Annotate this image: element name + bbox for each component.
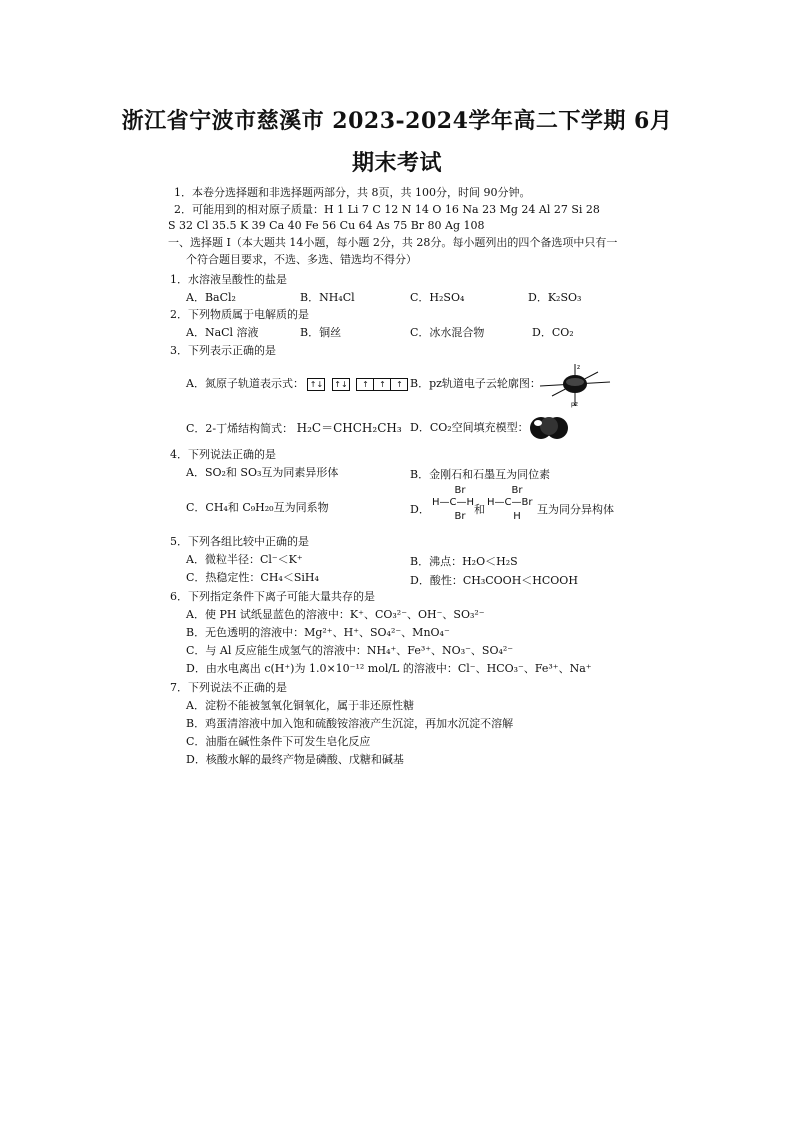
q1-option-a: A．BaCl₂ (186, 291, 236, 304)
struct1-top: Br (454, 485, 466, 496)
q2-option-a: A．NaCl 溶液 (186, 326, 259, 339)
orbital-2p-y: ↑ (374, 379, 391, 390)
q2-option-b: B．铜丝 (300, 326, 342, 339)
struct1-bottom: Br (454, 511, 466, 522)
q5-option-b: B．沸点：H₂O＜H₂S (410, 555, 518, 568)
page-title-line1: 浙江省宁波市慈溪市 2023-2024学年高二下学期 6月 (121, 108, 673, 134)
page-title-line2: 期末考试 (351, 150, 442, 176)
note-1: 1．本卷分选择题和非选择题两部分，共 8页，共 100分，时间 90分钟。 (174, 186, 531, 199)
section-heading-line1: 一、选择题 I（本大题共 14小题，每小题 2分，共 28分。每小题列出的四个备选项中只有一 (168, 236, 618, 249)
carbon-atom (540, 417, 558, 435)
q5-option-c: C．热稳定性：CH₄＜SiH₄ (186, 571, 319, 584)
pz-label: pz (571, 401, 578, 408)
q3-option-a (186, 377, 408, 391)
q6-stem: 6．下列指定条件下离子可能大量共存的是 (170, 590, 375, 603)
struct2-bottom: H (513, 511, 521, 522)
q6-option-c: C．与 Al 反应能生成氢气的溶液中：NH₄⁺、Fe³⁺、NO₃⁻、SO₄²⁻ (186, 644, 514, 657)
struct2-middle: H—C—Br (487, 497, 533, 508)
q4-option-d-suffix: 互为同分异构体 (537, 503, 614, 516)
struct1-middle: H—C—H (432, 497, 475, 508)
q6-option-a: A．使 PH 试纸显蓝色的溶液中：K⁺、CO₃²⁻、OH⁻、SO₃²⁻ (186, 608, 485, 621)
q6-option-d: D．由水电离出 c(H⁺)为 1.0×10⁻¹² mol/L 的溶液中：Cl⁻、HCO₃⁻、Fe³⁺、Na⁺ (186, 662, 592, 675)
q1-stem: 1．水溶液呈酸性的盐是 (170, 273, 287, 286)
q1-option-d: D．K₂SO₃ (528, 291, 582, 304)
q3-option-c (186, 421, 402, 436)
note-3: S 32 Cl 35.5 K 39 Ca 40 Fe 56 Cu 64 As 75 Br 80 Ag 108 (168, 219, 485, 232)
q4-option-b: B．金刚石和石墨互为同位素 (410, 468, 551, 481)
q5-option-a: A．微粒半径：Cl⁻＜K⁺ (186, 553, 303, 566)
co2-space-filling-model (528, 408, 570, 444)
q1-option-b: B．NH₄Cl (300, 291, 355, 304)
q4-stem: 4．下列说法正确的是 (170, 448, 276, 461)
z-axis-label: z (577, 364, 581, 371)
struct2-top: Br (511, 485, 523, 496)
q3-option-c-label: C．2-丁烯结构简式： (186, 422, 294, 435)
q7-option-d: D．核酸水解的最终产物是磷酸、戊糖和碱基 (186, 753, 404, 766)
q7-option-b: B．鸡蛋清溶液中加入饱和硫酸铵溶液产生沉淀，再加水沉淀不溶解 (186, 717, 514, 730)
q4-option-a: A．SO₂和 SO₃互为同素异形体 (186, 466, 339, 479)
q2-stem: 2．下列物质属于电解质的是 (170, 308, 309, 321)
q2-option-c: C．冰水混合物 (410, 326, 485, 339)
pz-orbital-figure (538, 360, 612, 410)
q7-option-c: C．油脂在碱性条件下可发生皂化反应 (186, 735, 371, 748)
q5-option-d: D．酸性：CH₃COOH＜HCOOH (410, 574, 578, 587)
q1-option-c: C．H₂SO₄ (410, 291, 465, 304)
section-heading-line2: 个符合题目要求，不选、多选、错选均不得分） (186, 253, 417, 266)
orbital-2p-x: ↑ (357, 379, 374, 390)
q7-stem: 7．下列说法不正确的是 (170, 681, 287, 694)
orbital-1s: ↑↓ (307, 378, 325, 391)
q3-option-b: B．pz轨道电子云轮廓图： (410, 377, 541, 390)
q4-option-d: D． (410, 503, 430, 516)
q4-option-d-and: 和 (474, 503, 485, 516)
q2-option-d: D．CO₂ (532, 326, 574, 339)
q3-option-a-label: A．氮原子轨道表示式： (186, 377, 304, 390)
q3-option-c-formula: H₂C＝CHCH₂CH₃ (296, 421, 402, 435)
highlight-left (534, 420, 542, 426)
orbital-2p (356, 378, 408, 391)
q6-option-b: B．无色透明的溶液中：Mg²⁺、H⁺、SO₄²⁻、MnO₄⁻ (186, 626, 450, 639)
q7-option-a: A．淀粉不能被氢氧化铜氧化，属于非还原性糖 (186, 699, 414, 712)
q3-stem: 3．下列表示正确的是 (170, 344, 276, 357)
q5-stem: 5．下列各组比较中正确的是 (170, 535, 309, 548)
orbital-highlight (566, 378, 584, 386)
note-2: 2．可能用到的相对原子质量：H 1 Li 7 C 12 N 14 O 16 Na 23 Mg 24 Al 27 Si 28 (174, 203, 600, 216)
q4-option-c: C．CH₄和 C₉H₂₀互为同系物 (186, 501, 329, 514)
orbital-2s: ↑↓ (332, 378, 350, 391)
q3-option-d: D．CO₂空间填充模型： (410, 421, 529, 434)
orbital-2p-z: ↑ (396, 379, 403, 389)
